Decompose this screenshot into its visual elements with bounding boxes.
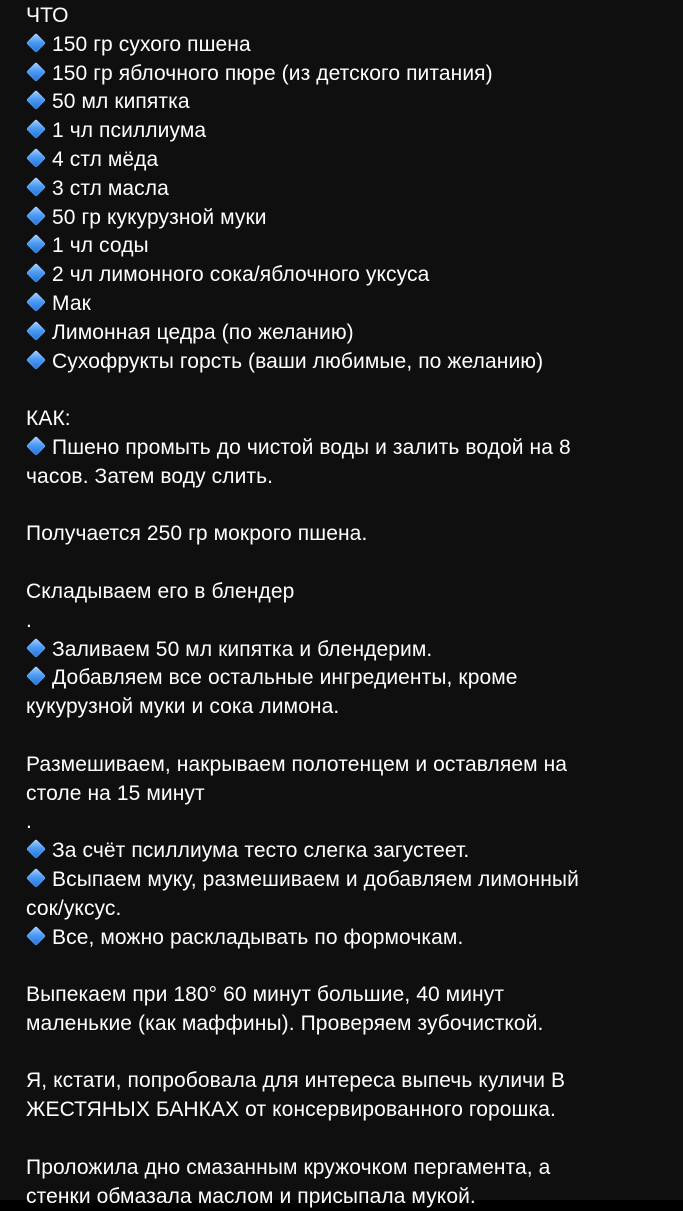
spacer: [26, 722, 663, 751]
step-text: За счёт псиллиума тесто слегка загустеет.: [52, 839, 470, 863]
paragraph-mix-continuation: столе на 15 минут: [26, 781, 205, 805]
small-blue-diamond-icon: [26, 206, 46, 226]
list-item: [26, 232, 663, 261]
step-text: Все, можно раскладывать по формочкам.: [52, 925, 464, 949]
ingredient-text: 4 стл мёда: [52, 147, 159, 171]
step-text: Заливаем 50 мл кипятка и блендерим.: [52, 637, 433, 661]
paragraph-bake: Выпекаем при 180° 60 минут большие, 40 минут: [26, 983, 505, 1007]
step-text: Всыпаем муку, размешиваем и добавляем лимонный: [52, 867, 579, 891]
small-blue-diamond-icon: [26, 263, 46, 283]
step-item: [26, 924, 663, 953]
spacer: [26, 1039, 663, 1068]
list-item: [26, 60, 663, 89]
paragraph-tins: Я, кстати, попробовала для интереса выпечь куличи В: [26, 1069, 566, 1093]
ingredient-text: 150 гр сухого пшена: [52, 32, 251, 56]
ingredient-text: 50 мл кипятка: [52, 90, 190, 114]
step-continuation: сок/уксус.: [26, 896, 122, 920]
ingredient-text: 1 чл соды: [52, 234, 149, 258]
paragraph-tins-continuation: ЖЕСТЯНЫХ БАНКАХ от консервированного горошка.: [26, 1098, 556, 1122]
dot-separator: .: [26, 608, 32, 632]
paragraph-parchment-continuation: стенки обмазала маслом и присыпала мукой.: [26, 1184, 476, 1208]
list-item: [26, 319, 663, 348]
ingredient-text: 2 чл лимонного сока/яблочного уксуса: [52, 263, 430, 287]
small-blue-diamond-icon: [26, 177, 46, 197]
paragraph-bake-continuation: маленькие (как маффины). Проверяем зубочисткой.: [26, 1011, 544, 1035]
ingredient-text: 50 гр кукурузной муки: [52, 205, 267, 229]
small-blue-diamond-icon: [26, 350, 46, 370]
list-item: [26, 117, 663, 146]
paragraph-parchment: Проложила дно смазанным кружочком пергамента, а: [26, 1155, 551, 1179]
small-blue-diamond-icon: [26, 33, 46, 53]
spacer: [26, 1125, 663, 1154]
spacer: [26, 952, 663, 981]
list-item: [26, 146, 663, 175]
dot-separator: .: [26, 810, 32, 834]
ingredient-text: Сухофрукты горсть (ваши любимые, по желанию): [52, 349, 544, 373]
list-item: [26, 290, 663, 319]
small-blue-diamond-icon: [26, 148, 46, 168]
step-text: Добавляем все остальные ингредиенты, кроме: [52, 666, 518, 690]
ingredient-text: Мак: [52, 291, 91, 315]
list-item: [26, 175, 663, 204]
step-continuation: кукурузной муки и сока лимона.: [26, 695, 340, 719]
list-item: [26, 204, 663, 233]
spacer: [26, 492, 663, 521]
small-blue-diamond-icon: [26, 119, 46, 139]
small-blue-diamond-icon: [26, 90, 46, 110]
step-item: [26, 636, 663, 665]
how-heading: КАК:: [26, 407, 71, 431]
spacer: [26, 549, 663, 578]
step-text: Пшено промыть до чистой воды и залить водой на 8: [52, 435, 571, 459]
spacer: [26, 376, 663, 405]
small-blue-diamond-icon: [26, 926, 46, 946]
small-blue-diamond-icon: [26, 292, 46, 312]
paragraph-wet-millet: Получается 250 гр мокрого пшена.: [26, 522, 368, 546]
list-item: [26, 261, 663, 290]
small-blue-diamond-icon: [26, 839, 46, 859]
list-item: [26, 31, 663, 60]
step-item: [26, 434, 663, 463]
step-item: [26, 664, 663, 693]
paragraph-mix: Размешиваем, накрываем полотенцем и оставляем на: [26, 752, 568, 776]
small-blue-diamond-icon: [26, 436, 46, 456]
ingredient-text: 3 стл масла: [52, 176, 169, 200]
small-blue-diamond-icon: [26, 638, 46, 658]
step-continuation: часов. Затем воду слить.: [26, 464, 274, 488]
paragraph-blender: Складываем его в блендер: [26, 579, 295, 603]
list-item: [26, 88, 663, 117]
ingredient-list: [26, 31, 663, 377]
ingredient-text: 1 чл псиллиума: [52, 119, 207, 143]
small-blue-diamond-icon: [26, 234, 46, 254]
small-blue-diamond-icon: [26, 62, 46, 82]
ingredient-text: Лимонная цедра (по желанию): [52, 320, 354, 344]
step-item: [26, 837, 663, 866]
small-blue-diamond-icon: [26, 666, 46, 686]
list-item: [26, 348, 663, 377]
small-blue-diamond-icon: [26, 868, 46, 888]
small-blue-diamond-icon: [26, 321, 46, 341]
step-item: [26, 866, 663, 895]
ingredient-text: 150 гр яблочного пюре (из детского питания): [52, 61, 493, 85]
what-heading: ЧТО: [26, 4, 69, 27]
